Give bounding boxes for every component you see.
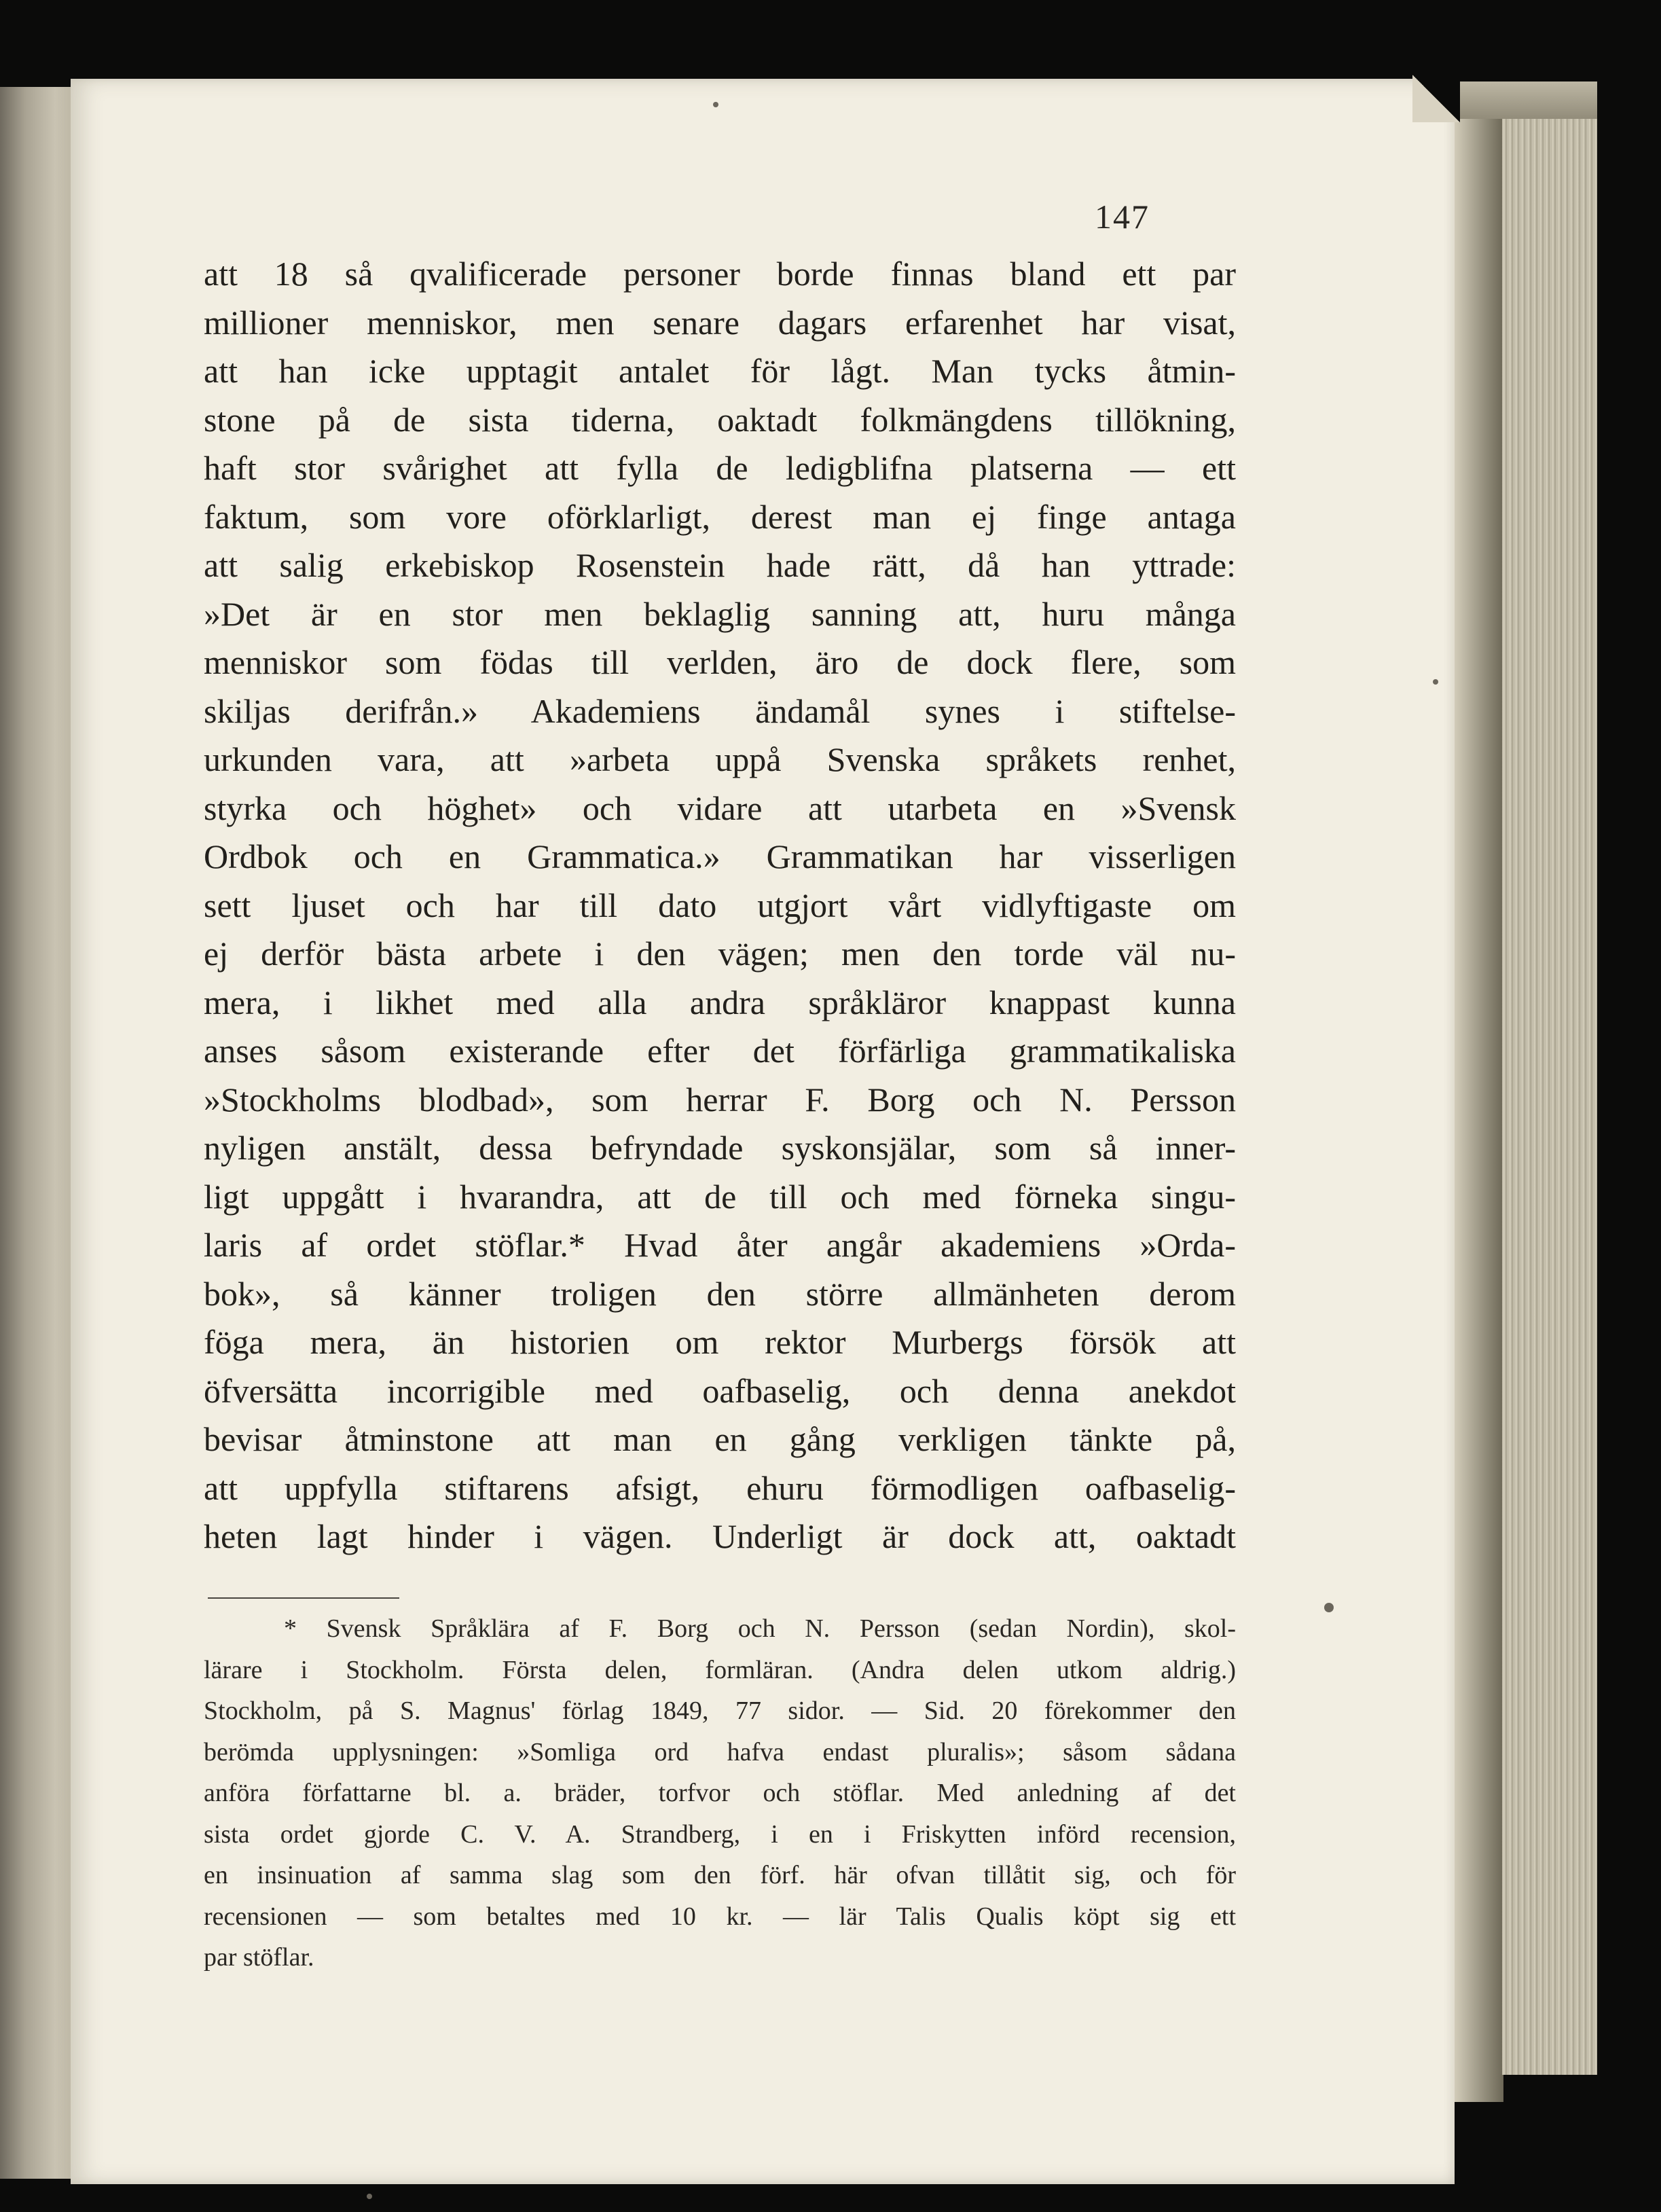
body-line: skiljas derifrån.» Akademiens ändamål synes i stiftelse- <box>204 691 1236 730</box>
body-text <box>204 250 1236 1561</box>
body-line: nyligen anstält, dessa befryndade syskonsjälar, som så inner- <box>204 1129 1236 1167</box>
footnote-line: en insinuation af samma slag som den förf. här ofvan tillåtit sig, och för <box>204 1861 1236 1889</box>
body-line: millioner menniskor, men senare dagars erfarenhet har visat, <box>204 303 1236 342</box>
body-line: föga mera, än historien om rektor Murbergs försök att <box>204 1323 1236 1361</box>
body-line: anses såsom existerande efter det förfärliga grammatikaliska <box>204 1032 1236 1070</box>
body-line: att salig erkebiskop Rosenstein hade rätt, då han yttrade: <box>204 546 1236 584</box>
body-line: att han icke upptagit antalet för lågt. Man tycks åtmin- <box>204 352 1236 390</box>
body-line: laris af ordet stöflar.* Hvad åter angår akademiens »Orda- <box>204 1226 1236 1264</box>
body-line: Ordbok och en Grammatica.» Grammatikan har visserligen <box>204 837 1236 875</box>
footnote-line: * Svensk Språklära af F. Borg och N. Persson (sedan Nordin), skol- <box>284 1614 1236 1643</box>
footnote-rule <box>208 1597 399 1599</box>
body-line: mera, i likhet med alla andra språkläror knappast kunna <box>204 983 1236 1021</box>
page-corner-fold <box>1412 75 1460 122</box>
footnote-line: recensionen — som betaltes med 10 kr. — lär Talis Qualis köpt sig ett <box>204 1902 1236 1931</box>
paper-speck <box>1433 679 1438 685</box>
footnote-line: anföra författarne bl. a. bräder, torfvor och stöflar. Med anledning af det <box>204 1779 1236 1807</box>
body-line: ligt uppgått i hvarandra, att de till och med förneka singu- <box>204 1177 1236 1216</box>
body-line: bevisar åtminstone att man en gång verkligen tänkte på, <box>204 1420 1236 1458</box>
paper-speck <box>1324 1603 1334 1612</box>
footnote-line: Stockholm, på S. Magnus' förlag 1849, 77 sidor. — Sid. 20 förekommer den <box>204 1697 1236 1725</box>
page-block-shadow <box>1455 119 1503 2102</box>
paper-speck <box>367 2194 372 2199</box>
body-line: heten lagt hinder i vägen. Underligt är dock att, oaktadt <box>204 1517 1236 1555</box>
left-page-edge <box>0 87 73 2179</box>
body-line: »Stockholms blodbad», som herrar F. Borg och N. Persson <box>204 1080 1236 1119</box>
body-line: sett ljuset och har till dato utgjort vårt vidlyftigaste om <box>204 886 1236 924</box>
footnote-line: sista ordet gjorde C. V. A. Strandberg, i en i Friskytten införd recension, <box>204 1819 1236 1849</box>
body-line: stone på de sista tiderna, oaktadt folkmängdens tillökning, <box>204 400 1236 439</box>
page-block-top <box>1455 81 1597 122</box>
body-line: menniskor som födas till verlden, äro de dock flere, som <box>204 643 1236 681</box>
footnote-line: lärare i Stockholm. Första delen, formläran. (Andra delen utkom aldrig.) <box>204 1655 1236 1684</box>
body-line: faktum, som vore oförklarligt, derest man ej finge antaga <box>204 497 1236 536</box>
paper-speck <box>713 102 718 107</box>
body-line: haft stor svårighet att fylla de ledigblifna platserna — ett <box>204 449 1236 487</box>
body-line: bok», så känner troligen den större allmänheten derom <box>204 1274 1236 1313</box>
body-line: »Det är en stor men beklaglig sanning att, huru många <box>204 594 1236 633</box>
body-line: styrka och höghet» och vidare att utarbeta en »Svensk <box>204 788 1236 827</box>
body-line: ej derför bästa arbete i den vägen; men den torde väl nu- <box>204 935 1236 973</box>
body-line: öfversätta incorrigible med oafbaselig, och denna anekdot <box>204 1371 1236 1410</box>
page-stack-edge <box>1502 119 1597 2075</box>
footnote <box>204 1608 1236 1978</box>
footnote-line: berömda upplysningen: »Somliga ord hafva endast pluralis»; såsom sådana <box>204 1737 1236 1766</box>
footnote-line: par stöflar. <box>204 1943 314 1972</box>
body-line: urkunden vara, att »arbeta uppå Svenska språkets renhet, <box>204 740 1236 778</box>
body-line: att 18 så qvalificerade personer borde finnas bland ett par <box>204 255 1236 293</box>
page-number: 147 <box>1095 198 1150 236</box>
body-line: att uppfylla stiftarens afsigt, ehuru förmodligen oafbaselig- <box>204 1468 1236 1507</box>
